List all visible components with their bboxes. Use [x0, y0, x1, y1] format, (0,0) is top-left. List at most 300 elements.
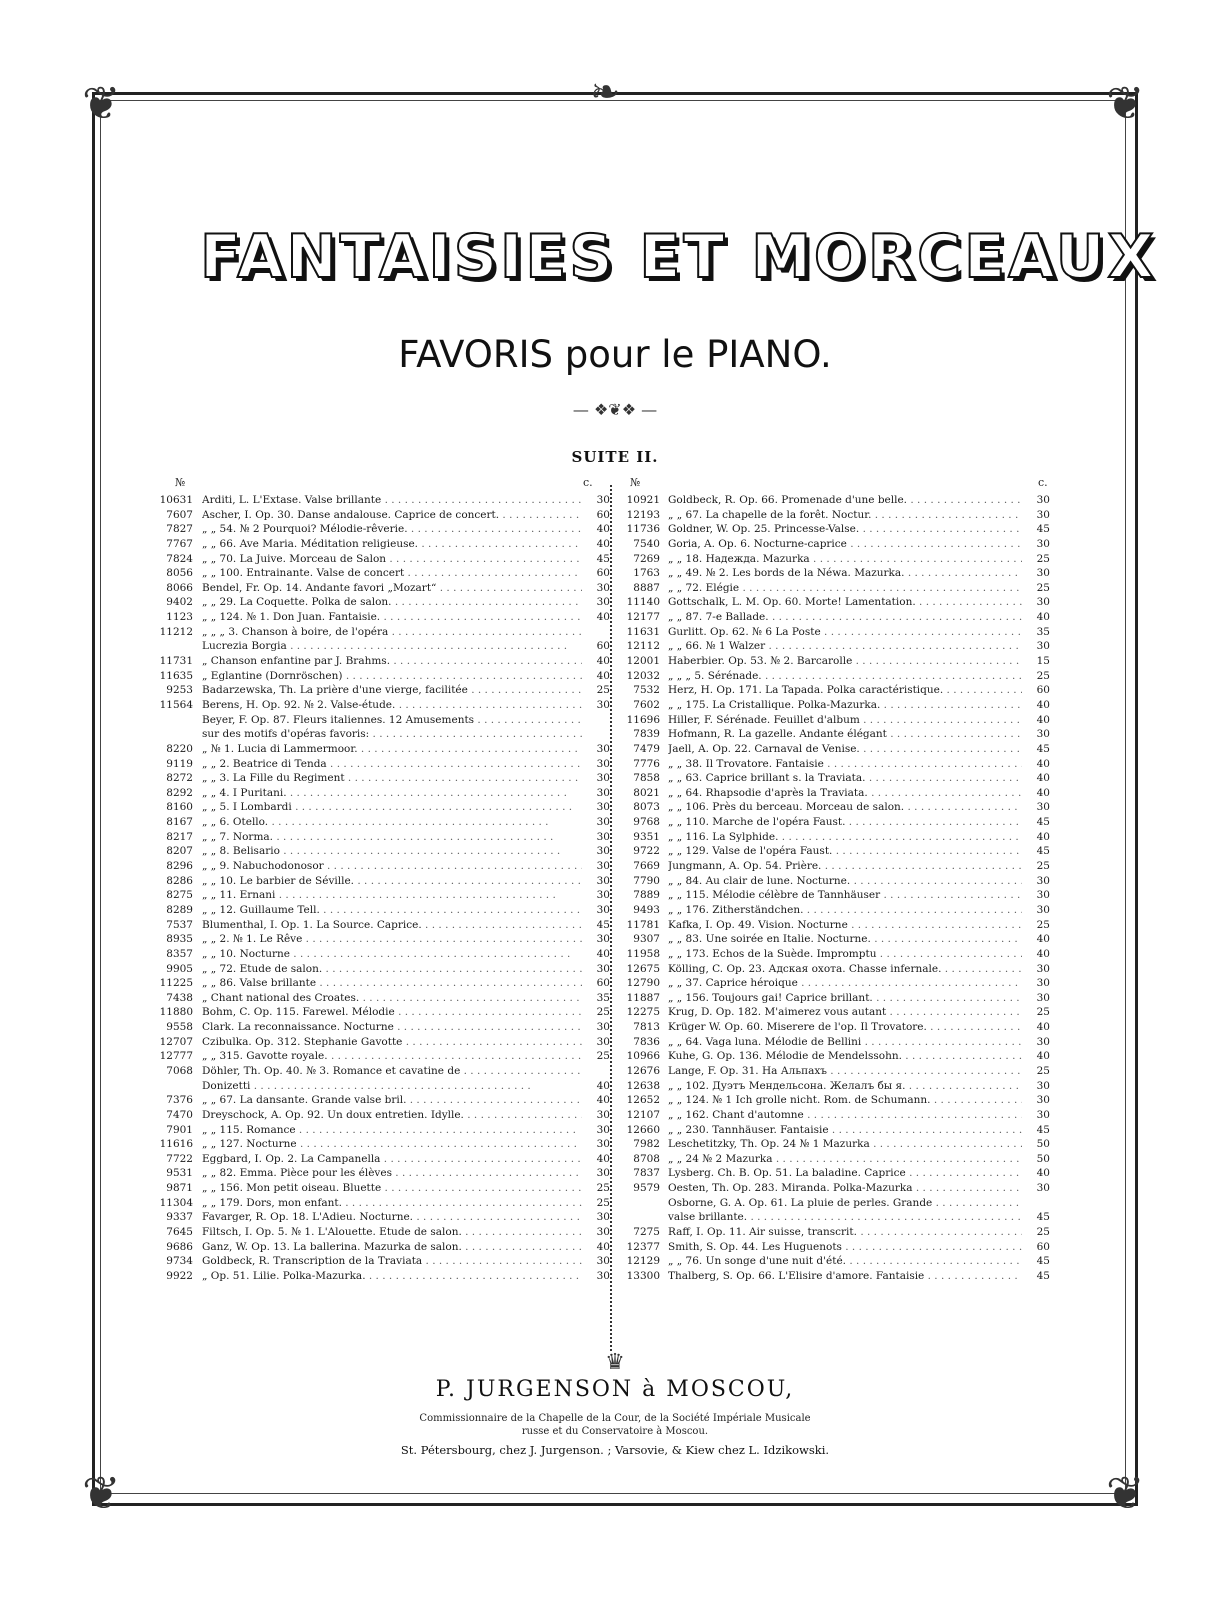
catalog-entry	[620, 1005, 1050, 1020]
catalog-entry	[620, 1196, 1050, 1211]
catalog-entry-number: 7438	[166, 991, 193, 1004]
catalog-entry-number: 7275	[633, 1226, 660, 1239]
catalog-entry-price: 60	[584, 566, 610, 581]
catalog-entry	[620, 859, 1050, 874]
catalog-entry	[150, 1093, 610, 1108]
catalog-entry-number: 12377	[626, 1240, 660, 1253]
catalog-entry	[620, 1123, 1050, 1138]
catalog-entry-price: 40	[1024, 713, 1050, 728]
catalog-entry-number: 11887	[626, 991, 660, 1004]
catalog-entry	[150, 1079, 610, 1094]
catalog-entry	[620, 976, 1050, 991]
catalog-entry	[150, 713, 610, 728]
catalog-entry-number: 7776	[633, 757, 660, 770]
catalog-entry-text: „ „ 230. Tannhäuser. Fantaisie . . .	[668, 1123, 1022, 1138]
catalog-entry-number: 11631	[626, 625, 660, 638]
catalog-entry	[620, 552, 1050, 567]
catalog-entry-price: 40	[1024, 786, 1050, 801]
catalog-entry-text: „ „ 10. Le barbier de Séville. . . .	[202, 874, 582, 889]
catalog-entry-text: „ „ 124. № 1. Don Juan. Fantaisie. . . .	[202, 610, 582, 625]
catalog-entry	[150, 1137, 610, 1152]
catalog-entry-text: Clark. La reconnaissance. Nocturne . . .	[202, 1020, 582, 1035]
catalog-entry	[150, 1254, 610, 1269]
catalog-entry-number: 11616	[159, 1138, 193, 1151]
catalog-entry-number: 7858	[633, 772, 660, 785]
catalog-entry	[150, 786, 610, 801]
catalog-entry-text: Goldner, W. Op. 25. Princesse-Valse. . . .	[668, 522, 1022, 537]
catalog-entry-text: „ „ 84. Au clair de lune. Nocturne. . . .	[668, 874, 1022, 889]
catalog-entry	[150, 962, 610, 977]
catalog-entry-text: Kölling, C. Op. 23. Адская охота. Chasse infernale. . . .	[668, 962, 1022, 977]
catalog-entry-number: 12790	[626, 977, 660, 990]
catalog-entry	[620, 844, 1050, 859]
catalog-entry-price: 40	[584, 537, 610, 552]
catalog-entry	[620, 1240, 1050, 1255]
catalog-entry-text: Bendel, Fr. Op. 14. Andante favori „Mozart“ . . .	[202, 581, 582, 596]
catalog-entry	[620, 1093, 1050, 1108]
catalog-entry	[620, 786, 1050, 801]
imperial-crest-icon: ♛	[605, 1350, 625, 1375]
catalog-entry-number: 9351	[633, 830, 660, 843]
catalog-entry-text: sur des motifs d'opéras favoris: . . .	[202, 727, 582, 742]
catalog-entry-price: 60	[584, 976, 610, 991]
catalog-entry	[150, 1196, 610, 1211]
catalog-entry-text: Gottschalk, L. M. Op. 60. Morte! Lamentation. . . .	[668, 595, 1022, 610]
catalog-entry-text: Thalberg, S. Op. 66. L'Elisire d'amore. Fantaisie . . .	[668, 1269, 1022, 1284]
catalog-entry	[620, 1079, 1050, 1094]
page-subtitle: FAVORIS pour le PIANO.	[398, 333, 832, 376]
catalog-entry-number: 7982	[633, 1138, 660, 1151]
catalog-entry-price: 25	[584, 683, 610, 698]
catalog-entry-number: 12193	[626, 508, 660, 521]
catalog-entry-price: 45	[584, 552, 610, 567]
catalog-entry	[150, 815, 610, 830]
catalog-entry-text: „ „ 2. № 1. Le Rêve . . .	[202, 932, 582, 947]
publisher-name: P. JURGENSON à MOSCOU,	[435, 1377, 795, 1402]
catalog-entry-price: 30	[584, 815, 610, 830]
catalog-entry-price: 30	[1024, 1079, 1050, 1094]
catalog-entry	[150, 610, 610, 625]
catalog-entry-price: 25	[1024, 1225, 1050, 1240]
catalog-entry-text: „ „ 87. 7-e Ballade. . . .	[668, 610, 1022, 625]
catalog-entry	[150, 654, 610, 669]
catalog-entry-number: 7540	[633, 537, 660, 550]
catalog-entry	[150, 844, 610, 859]
catalog-entry-text: „ „ 66. № 1 Walzer . . .	[668, 639, 1022, 654]
catalog-entry-text: Oesten, Th. Op. 283. Miranda. Polka-Mazurka . . .	[668, 1181, 1022, 1196]
catalog-entry-number: 7376	[166, 1094, 193, 1107]
catalog-entry-price: 40	[1024, 771, 1050, 786]
catalog-entry	[620, 581, 1050, 596]
catalog-entry	[620, 1152, 1050, 1167]
catalog-entry-text: Gurlitt. Op. 62. № 6 La Poste . . .	[668, 625, 1022, 640]
catalog-entry-number: 12032	[626, 669, 660, 682]
catalog-entry-price: 30	[584, 1020, 610, 1035]
catalog-entry-text: Beyer, F. Op. 87. Fleurs italiennes. 12 Amusements . . .	[202, 713, 582, 728]
catalog-entry-text: Leschetitzky, Th. Op. 24 № 1 Mazurka . . .	[668, 1137, 1022, 1152]
catalog-entry-number: 9531	[166, 1167, 193, 1180]
catalog-column-left	[150, 493, 610, 1284]
catalog-entry-text: „ „ 175. La Cristallique. Polka-Mazurka. . . .	[668, 698, 1022, 713]
catalog-entry-number: 7537	[166, 918, 193, 931]
catalog-entry-number: 9905	[166, 962, 193, 975]
catalog-entry-text: Blumenthal, I. Op. 1. La Source. Caprice. . . .	[202, 918, 582, 933]
catalog-entry-text: Haberbier. Op. 53. № 2. Barcarolle . . .	[668, 654, 1022, 669]
catalog-entry-price: 30	[1024, 595, 1050, 610]
catalog-entry-price: 30	[584, 742, 610, 757]
catalog-entry	[150, 537, 610, 552]
catalog-entry-price: 40	[1024, 932, 1050, 947]
catalog-entry-number: 11731	[159, 655, 193, 668]
catalog-entry	[150, 595, 610, 610]
catalog-entry	[620, 610, 1050, 625]
catalog-entry-text: „ „ 66. Ave Maria. Méditation religieuse. . . .	[202, 537, 582, 552]
catalog-entry	[620, 1020, 1050, 1035]
catalog-entry-number: 8272	[166, 772, 193, 785]
catalog-entry-price: 30	[584, 493, 610, 508]
catalog-entry-price: 60	[1024, 683, 1050, 698]
catalog-entry-price: 30	[584, 888, 610, 903]
catalog-entry-text: „ „ 12. Guillaume Tell. . . .	[202, 903, 582, 918]
catalog-entry-price: 25	[1024, 581, 1050, 596]
catalog-entry-number: 9558	[166, 1021, 193, 1034]
catalog-entry-price: 30	[584, 1035, 610, 1050]
catalog-entry-price: 30	[1024, 800, 1050, 815]
catalog-entry-number: 13300	[626, 1269, 660, 1282]
catalog-entry-number: 12107	[626, 1108, 660, 1121]
catalog-entry-number: 7790	[633, 874, 660, 887]
catalog-entry-number: 12660	[626, 1123, 660, 1136]
catalog-entry-number: 12129	[626, 1255, 660, 1268]
catalog-entry-text: „ „ 86. Valse brillante . . .	[202, 976, 582, 991]
catalog-entry-number: 8056	[166, 567, 193, 580]
catalog-entry	[150, 1064, 610, 1079]
catalog-entry-text: „ „ 116. La Sylphide. . . .	[668, 830, 1022, 845]
publisher-appointment: Commissionnaire de la Chapelle de la Cour, de la Société Impériale Musicale	[419, 1413, 811, 1424]
catalog-entry-number: 7722	[166, 1152, 193, 1165]
catalog-entry-price: 35	[1024, 625, 1050, 640]
catalog-entry-text: Ascher, I. Op. 30. Danse andalouse. Caprice de concert. . . .	[202, 508, 582, 523]
catalog-entry	[620, 713, 1050, 728]
catalog-entry-number: 11304	[159, 1196, 193, 1209]
catalog-entry-price: 15	[1024, 654, 1050, 669]
catalog-entry	[150, 552, 610, 567]
catalog-entry	[620, 888, 1050, 903]
catalog-entry	[620, 962, 1050, 977]
catalog-entry-text: „ „ 8. Belisario . . .	[202, 844, 582, 859]
catalog-entry	[620, 727, 1050, 742]
catalog-entry-text: Hiller, F. Sérénade. Feuillet d'album . . .	[668, 713, 1022, 728]
catalog-entry-number: 9722	[633, 845, 660, 858]
catalog-entry-text: „ „ 10. Nocturne . . .	[202, 947, 582, 962]
catalog-entry-number: 11781	[626, 918, 660, 931]
catalog-entry-text: „ „ 129. Valse de l'opéra Faust. . . .	[668, 844, 1022, 859]
catalog-entry	[150, 947, 610, 962]
catalog-entry	[620, 918, 1050, 933]
catalog-entry-text: Kuhe, G. Op. 136. Mélodie de Mendelssohn. . . .	[668, 1049, 1022, 1064]
catalog-entry	[150, 903, 610, 918]
catalog-entry-price: 25	[584, 1196, 610, 1211]
catalog-entry-price: 45	[1024, 1269, 1050, 1284]
catalog-entry-price: 60	[1024, 1240, 1050, 1255]
catalog-entry-number: 12675	[626, 962, 660, 975]
catalog-entry	[150, 1035, 610, 1050]
catalog-entry	[620, 625, 1050, 640]
catalog-entry	[620, 742, 1050, 757]
catalog-entry-text: „ „ 72. Elégie . . .	[668, 581, 1022, 596]
header-number-left: №	[175, 476, 186, 489]
catalog-entry-text: Herz, H. Op. 171. La Tapada. Polka caractéristique. . . .	[668, 683, 1022, 698]
catalog-entry-text: „ „ 54. № 2 Pourquoi? Mélodie-rêverie. . . .	[202, 522, 582, 537]
header-price-right: c.	[1038, 476, 1048, 489]
catalog-entry	[150, 1152, 610, 1167]
catalog-entry-price: 30	[1024, 888, 1050, 903]
catalog-entry-number: 10921	[626, 494, 660, 506]
catalog-entry-number: 11696	[626, 713, 660, 726]
catalog-entry-text: „ „ 5. I Lombardi . . .	[202, 800, 582, 815]
catalog-entry-price: 30	[584, 1166, 610, 1181]
catalog-entry-price: 40	[1024, 1049, 1050, 1064]
catalog-entry-text: „ „ 110. Marche de l'opéra Faust. . . .	[668, 815, 1022, 830]
catalog-entry	[150, 991, 610, 1006]
catalog-entry	[150, 1049, 610, 1064]
catalog-entry	[620, 1049, 1050, 1064]
catalog-entry-text: „ „ 156. Mon petit oiseau. Bluette . . .	[202, 1181, 582, 1196]
catalog-entry	[620, 771, 1050, 786]
catalog-entry-number: 7837	[633, 1167, 660, 1180]
catalog-entry	[150, 976, 610, 991]
catalog-entry-price: 30	[584, 771, 610, 786]
catalog-entry-text: Favarger, R. Op. 18. L'Adieu. Nocturne. . . .	[202, 1210, 582, 1225]
catalog-entry-number: 12777	[159, 1050, 193, 1063]
catalog-entry	[620, 800, 1050, 815]
catalog-entry-price: 30	[584, 1123, 610, 1138]
catalog-entry	[150, 771, 610, 786]
catalog-entry-number: 9337	[166, 1211, 193, 1224]
catalog-entry	[620, 830, 1050, 845]
catalog-entry-text: „ „ 3. La Fille du Regiment . . .	[202, 771, 582, 786]
catalog-entry-text: „ „ 63. Caprice brillant s. la Traviata. . . .	[668, 771, 1022, 786]
catalog-entry	[620, 757, 1050, 772]
catalog-entry-number: 7532	[633, 684, 660, 697]
catalog-entry-text: Krug, D. Op. 182. M'aimerez vous autant . . .	[668, 1005, 1022, 1020]
catalog-entry-text: „ „ 124. № 1 Ich grolle nicht. Rom. de Schumann. . . .	[668, 1093, 1022, 1108]
catalog-entry-text: „ „ 127. Nocturne . . .	[202, 1137, 582, 1152]
catalog-entry-text: „ „ 4. I Puritani. . . .	[202, 786, 582, 801]
catalog-entry-number: 9119	[166, 757, 193, 770]
catalog-entry-text: Bohm, C. Op. 115. Farewel. Mélodie . . .	[202, 1005, 582, 1020]
catalog-entry	[620, 508, 1050, 523]
catalog-entry-price: 45	[1024, 1210, 1050, 1225]
catalog-entry-price: 30	[1024, 727, 1050, 742]
catalog-entry-text: Osborne, G. A. Op. 61. La pluie de perles. Grande . . .	[668, 1196, 1022, 1211]
catalog-entry	[620, 1166, 1050, 1181]
catalog-entry-number: 8073	[633, 801, 660, 814]
catalog-entry-text: Arditi, L. L'Extase. Valse brillante . . .	[202, 493, 582, 508]
header-price-left: c.	[583, 476, 593, 489]
catalog-entry-price: 30	[1024, 991, 1050, 1006]
catalog-entry-number: 8220	[166, 742, 193, 755]
catalog-entry	[620, 815, 1050, 830]
catalog-entry	[150, 683, 610, 698]
catalog-entry-price: 40	[1024, 947, 1050, 962]
catalog-entry-price: 25	[584, 1181, 610, 1196]
catalog-entry-text: „ „ 156. Toujours gai! Caprice brillant. . . .	[668, 991, 1022, 1006]
catalog-entry-text: „ „ 18. Надежда. Mazurka . . .	[668, 552, 1022, 567]
catalog-entry	[620, 874, 1050, 889]
catalog-entry-number: 12676	[626, 1064, 660, 1077]
catalog-entry-text: „ „ „ 3. Chanson à boire, de l'opéra . . .	[202, 625, 582, 640]
catalog-entry-price: 30	[1024, 1181, 1050, 1196]
catalog-entry-number: 7839	[633, 728, 660, 741]
catalog-entry-price: 30	[584, 1210, 610, 1225]
catalog-entry-text: valse brillante. . . .	[668, 1210, 1022, 1225]
header-number-right: №	[630, 476, 641, 489]
catalog-entry	[620, 537, 1050, 552]
catalog-entry	[150, 508, 610, 523]
catalog-entry-price: 30	[1024, 508, 1050, 523]
column-divider	[610, 485, 612, 1351]
catalog-entry	[150, 625, 610, 640]
catalog-entry-number: 8207	[166, 845, 193, 858]
catalog-entry	[620, 1181, 1050, 1196]
catalog-entry-text: „ „ 315. Gavotte royale. . . .	[202, 1049, 582, 1064]
catalog-entry-price: 60	[584, 508, 610, 523]
catalog-entry	[620, 903, 1050, 918]
catalog-entry	[150, 1020, 610, 1035]
catalog-entry-price: 40	[1024, 698, 1050, 713]
catalog-entry-price: 40	[584, 654, 610, 669]
catalog-entry	[150, 1108, 610, 1123]
catalog-entry-price: 30	[1024, 874, 1050, 889]
catalog-entry-number: 9493	[633, 903, 660, 916]
catalog-entry	[620, 566, 1050, 581]
catalog-entry-text: Döhler, Th. Op. 40. № 3. Romance et cavatine de . . .	[202, 1064, 582, 1079]
catalog-entry	[620, 1137, 1050, 1152]
catalog-entry-number: 12707	[159, 1035, 193, 1048]
catalog-entry-text: „ „ 24 № 2 Mazurka . . .	[668, 1152, 1022, 1167]
catalog-entry-price: 40	[1024, 610, 1050, 625]
catalog-entry-price: 40	[584, 1093, 610, 1108]
catalog-entry-text: „ „ 64. Vaga luna. Mélodie de Bellini . . .	[668, 1035, 1022, 1050]
catalog-entry	[620, 654, 1050, 669]
catalog-entry-text: „ „ 162. Chant d'automne . . .	[668, 1108, 1022, 1123]
catalog-entry-number: 7827	[166, 523, 193, 536]
catalog-entry-price: 30	[584, 903, 610, 918]
catalog-entry-number: 12652	[626, 1094, 660, 1107]
catalog-entry	[150, 493, 610, 508]
catalog-entry-price: 50	[1024, 1152, 1050, 1167]
catalog-entry-number: 8286	[166, 874, 193, 887]
catalog-entry-number: 11225	[159, 977, 193, 990]
catalog-entry	[150, 918, 610, 933]
catalog-entry	[620, 639, 1050, 654]
catalog-entry-price: 30	[1024, 1108, 1050, 1123]
catalog-entry-number: 1763	[633, 567, 660, 580]
catalog-entry-price: 30	[1024, 962, 1050, 977]
catalog-entry-text: „ „ 49. № 2. Les bords de la Néwa. Mazurka. . . .	[668, 566, 1022, 581]
catalog-entry	[620, 493, 1050, 508]
catalog-entry-text: „ „ 2. Beatrice di Tenda . . .	[202, 757, 582, 772]
catalog-entry	[150, 1166, 610, 1181]
catalog-entry-number: 7813	[633, 1021, 660, 1034]
catalog-entry-price: 45	[1024, 1254, 1050, 1269]
catalog-entry-price: 45	[584, 918, 610, 933]
catalog-entry-text: „ „ 176. Zitherständchen. . . .	[668, 903, 1022, 918]
catalog-entry	[150, 669, 610, 684]
catalog-entry-text: Czibulka. Op. 312. Stephanie Gavotte . . .	[202, 1035, 582, 1050]
catalog-column-right	[620, 493, 1050, 1284]
catalog-entry-number: 8021	[633, 786, 660, 799]
catalog-entry-number: 7068	[166, 1064, 193, 1077]
catalog-entry-price: 25	[1024, 669, 1050, 684]
catalog-entry	[620, 1108, 1050, 1123]
catalog-entry-text: „ „ 76. Un songe d'une nuit d'été. . . .	[668, 1254, 1022, 1269]
catalog-entry-text: Raff, I. Op. 11. Air suisse, transcrit. . . .	[668, 1225, 1022, 1240]
catalog-entry-text: „ „ 102. Дуэтъ Мендельсона. Желалъ бы я. . . .	[668, 1079, 1022, 1094]
catalog-entry-text: „ „ 6. Otello. . . .	[202, 815, 582, 830]
catalog-entry	[620, 522, 1050, 537]
catalog-entry-price: 45	[1024, 844, 1050, 859]
catalog-entry	[620, 1064, 1050, 1079]
catalog-entry-number: 7836	[633, 1035, 660, 1048]
catalog-entry-number: 9307	[633, 933, 660, 946]
catalog-entry-number: 8167	[166, 816, 193, 829]
catalog-entry	[150, 566, 610, 581]
catalog-entry-number: 7767	[166, 537, 193, 550]
publisher-appointment-cont: russe et du Conservatoire à Moscou.	[521, 1426, 709, 1437]
catalog-entry-text: Eggbard, I. Op. 2. La Campanella . . .	[202, 1152, 582, 1167]
catalog-entry	[620, 947, 1050, 962]
catalog-entry-price: 40	[584, 1079, 610, 1094]
catalog-entry	[150, 1240, 610, 1255]
catalog-entry-number: 12638	[626, 1079, 660, 1092]
suite-heading: SUITE II.	[571, 448, 659, 466]
catalog-entry-price: 50	[1024, 1137, 1050, 1152]
catalog-entry-price: 40	[1024, 1166, 1050, 1181]
catalog-entry-number: 8887	[633, 581, 660, 594]
catalog-entry-text: „ Eglantine (Dornröschen) . . .	[202, 669, 582, 684]
catalog-entry-number: 8292	[166, 786, 193, 799]
catalog-entry-number: 8066	[166, 581, 193, 594]
catalog-entry-number: 8935	[166, 933, 193, 946]
catalog-entry-price: 30	[584, 844, 610, 859]
catalog-entry-price: 45	[1024, 815, 1050, 830]
catalog-entry-number: 8160	[166, 801, 193, 814]
catalog-entry-text: „ Op. 51. Lilie. Polka-Mazurka. . . .	[202, 1269, 582, 1284]
catalog-entry	[620, 683, 1050, 698]
catalog-entry	[620, 1035, 1050, 1050]
catalog-entry-price: 25	[584, 1005, 610, 1020]
catalog-entry-number: 9922	[166, 1269, 193, 1282]
catalog-entry	[150, 932, 610, 947]
catalog-entry-text: „ „ 106. Près du berceau. Morceau de salon. . . .	[668, 800, 1022, 815]
catalog-entry-text: Lange, F. Op. 31. На Альпахъ . . .	[668, 1064, 1022, 1079]
catalog-entry-number: 8296	[166, 860, 193, 873]
catalog-entry-number: 8275	[166, 889, 193, 902]
catalog-entry	[620, 698, 1050, 713]
catalog-entry-price: 30	[584, 581, 610, 596]
publisher-branches: St. Pétersbourg, chez J. Jurgenson. ; Varsovie, & Kiew chez L. Idzikowski.	[400, 1443, 830, 1457]
catalog-entry	[150, 1123, 610, 1138]
catalog-entry-price: 30	[1024, 976, 1050, 991]
catalog-entry-number: 12001	[626, 655, 660, 668]
catalog-entry	[150, 1005, 610, 1020]
catalog-entry-price: 45	[1024, 522, 1050, 537]
catalog-entry-price: 30	[584, 1108, 610, 1123]
catalog-entry-price: 25	[1024, 1064, 1050, 1079]
catalog-entry-number: 7479	[633, 742, 660, 755]
